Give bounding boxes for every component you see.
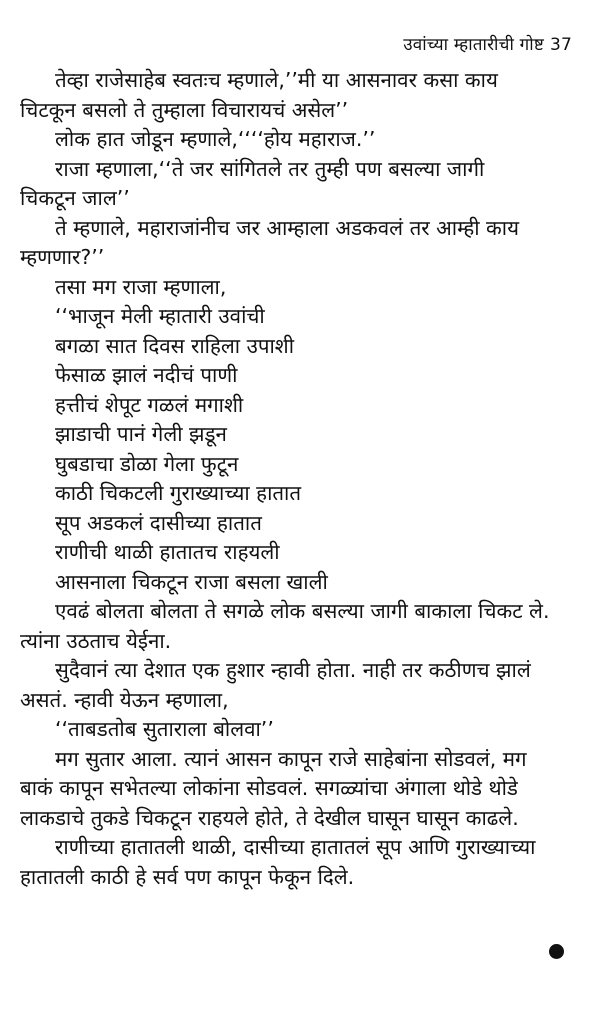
text-line: झाडाची पानं गेली झडून (55, 422, 227, 446)
text-line: ‘‘ताबडतोब सुताराला बोलवा’’ (55, 717, 274, 741)
text-line: त्यांना उठताच येईना. (20, 628, 172, 653)
text-line: काठी चिकटली गुराख्याच्या हातात (55, 481, 302, 505)
end-of-section-bullet (549, 944, 564, 959)
text-line: ते म्हणाले, महाराजांनीच जर आम्हाला अडकवलं तर आम्ही काय (55, 215, 519, 240)
text-line: चिकटून जाल’’ (20, 186, 130, 210)
text-line: आसनाला चिकटून राजा बसला खाली (55, 569, 328, 594)
text-line: तेव्हा राजेसाहेब स्वतःच म्हणाले,’’मी या आसनावर कसा काय (55, 68, 498, 92)
text-line: राणीच्या हातातली थाळी, दासीच्या हातातलं सूप आणि गुराख्याच्या (55, 835, 536, 859)
text-line: हातातली काठी हे सर्व पण कापून फेकून दिले. (20, 864, 355, 889)
text-line: बगळा सात दिवस राहिला उपाशी (55, 333, 295, 358)
text-line: सूप अडकलं दासीच्या हातात (55, 510, 262, 535)
text-line: तसा मग राजा म्हणाला, (55, 274, 227, 299)
text-line: म्हणणार?’’ (20, 245, 105, 269)
text-line: सुदैवानं त्या देशात एक हुशार न्हावी होता. नाही तर कठीणच झालं (55, 658, 531, 682)
running-header (403, 32, 572, 55)
text-line: राणीची थाळी हातातच राहयली (55, 540, 280, 564)
text-line: बाकं कापून सभेतल्या लोकांना सोडवलं. सगळ्यांचा अंगाला थोडे थोडे (20, 776, 518, 800)
chapter-title: उवांच्या म्हातारीची गोष्ट (403, 35, 544, 55)
text-line: लाकडाचे तुकडे चिकटून राहयले होते, ते देखील घासून घासून काढले. (20, 805, 519, 830)
text-line: हत्तीचं शेपूट गळलं मगाशी (55, 392, 244, 417)
text-line: एवढं बोलता बोलता ते सगळे लोक बसल्या जागी बाकाला चिकट ले. (55, 599, 550, 623)
text-line: राजा म्हणाला,‘‘ते जर सांगितले तर तुम्ही पण बसल्या जागी (55, 156, 485, 181)
text-line: ‘‘भाजून मेली म्हातारी उवांची (55, 304, 265, 328)
story-text (20, 66, 580, 892)
text-line: लोक हात जोडून म्हणाले,‘‘‘‘होय महाराज.’’ (55, 127, 376, 151)
text-line: फेसाळ झालं नदीचं पाणी (55, 363, 238, 387)
page-number: 37 (549, 35, 572, 55)
text-line: मग सुतार आला. त्यानं आसन कापून राजे साहेबांना सोडवलं, मग (55, 746, 527, 771)
text-line: असतं. न्हावी येऊन म्हणाला, (20, 687, 229, 712)
text-line: घुबडाचा डोळा गेला फुटून (55, 451, 239, 476)
text-line: चिटकून बसलो ते तुम्हाला विचारायचं असेल’’ (20, 97, 349, 122)
